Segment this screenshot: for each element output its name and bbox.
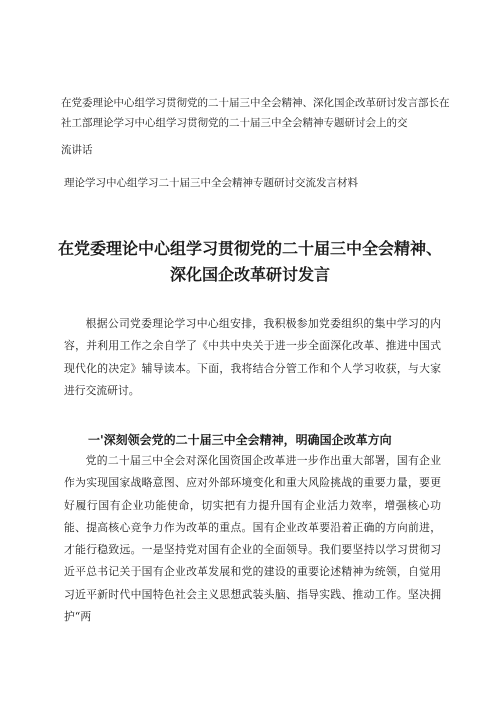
cover-subtitle: 理论学习中心组学习二十届三中全会精神专题研讨交流发言材料 bbox=[64, 177, 358, 189]
section-1-paragraph: 党的二十届三中全会对深化国资国企改革进一步作出重大部署，国有企业作为实现国家战略意图、应对外部环境变化和重大风险挑战的重要力量，要更好履行国有企业功能使命，切实把有力提升国有企业活力效率，增强核心功能、提高核心竞争力作为改革的重点。国有企业改革要沿着正确的方向前进，才能行稳致远。一是坚持党对国有企业的全面领导。我们要坚持以学习贯彻习近平总书记关于国有企业改革发展和党的建设的重要论述精神为统领，自觉用习近平新时代中国特色社会主义思想武装头脑、指导实践、推动工作。坚决拥护“两 bbox=[64, 454, 441, 624]
cover-title-continuation: 流讲话 bbox=[61, 144, 93, 156]
document-title-line-2: 深化国企改革研讨发言 bbox=[169, 265, 330, 284]
document-title bbox=[40, 236, 460, 288]
document-title-line-1: 在党委理论中心组学习贯彻党的二十届三中全会精神、 bbox=[57, 239, 442, 258]
section-1-heading: 一'深刻领会党的二十届三中全会精神，明确国企改革方向 bbox=[88, 433, 392, 447]
cover-title: 在党委理论中心组学习贯彻党的二十届三中全会精神、深化国企改革研讨发言部长在社工部理论学习中心组学习贯彻党的二十届三中全会精神专题研讨会上的交 bbox=[61, 97, 450, 129]
intro-paragraph: 根据公司党委理论学习中心组安排，我积极参加党委组织的集中学习的内容，并利用工作之余自学了《中共中央关于进一步全面深化改革、推进中国式现代化的决定》辅导读本。下面，我将结合分管工作和个人学习收获，与大家进行交流研讨。 bbox=[64, 317, 441, 397]
